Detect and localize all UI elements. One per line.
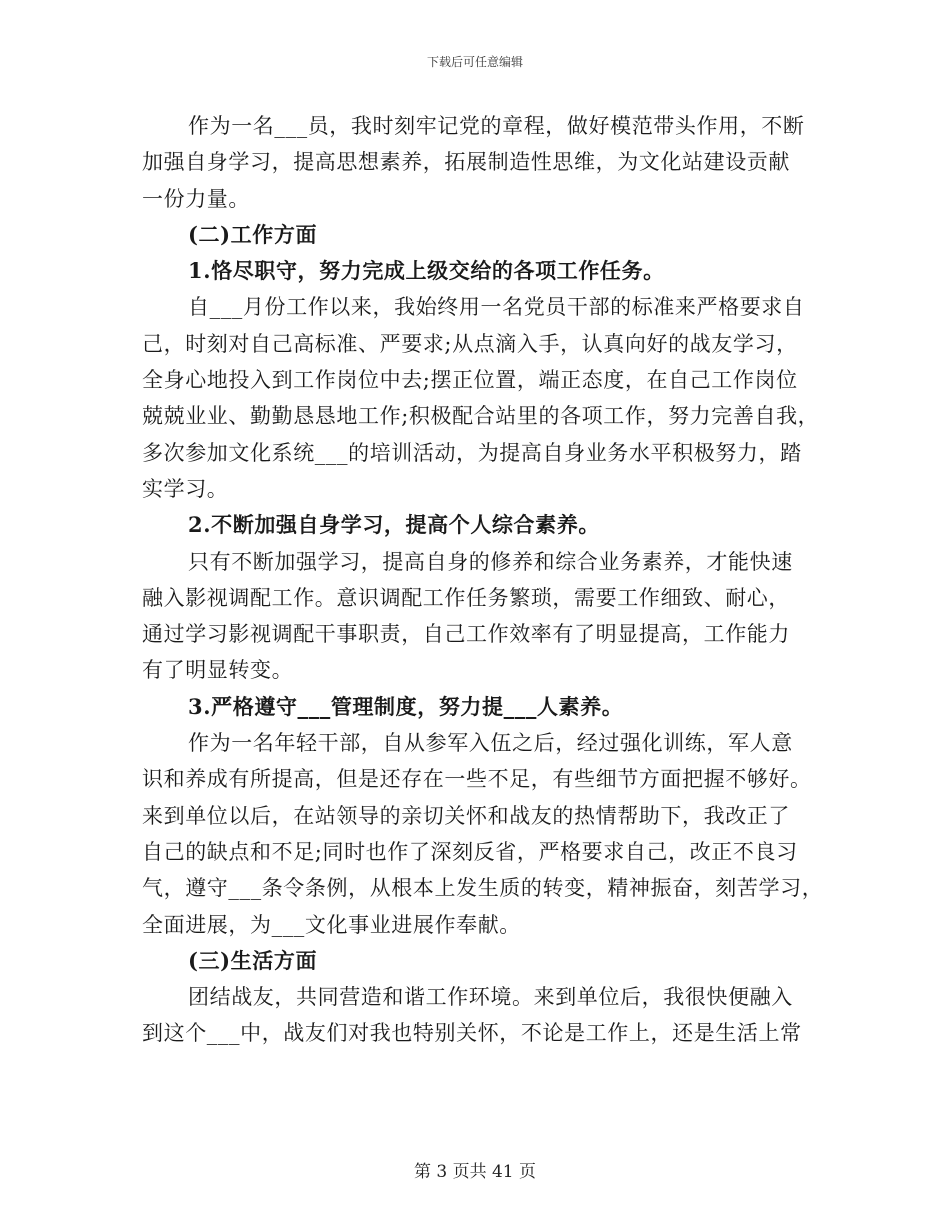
paragraph-line: 加强自身学习，提高思想素养，拓展制造性思维，为文化站建设贡献 bbox=[142, 150, 790, 175]
paragraph-line: 己，时刻对自己高标准、严要求;从点滴入手，认真向好的战友学习， bbox=[142, 331, 798, 356]
paragraph-line: 实学习。 bbox=[142, 476, 229, 501]
paragraph-line: 到这个___中，战友们对我也特别关怀，不论是工作上，还是生活上常 bbox=[142, 1021, 802, 1046]
section-heading: 3.严格遵守___管理制度，努力提___人素养。 bbox=[188, 693, 624, 719]
paragraph-line: 作为一名年轻干部，自从参军入伍之后，经过强化训练，军人意 bbox=[188, 731, 793, 756]
paragraph-line: 来到单位以后，在站领导的亲切关怀和战友的热情帮助下，我改正了 bbox=[142, 803, 790, 828]
page-footer: 第 3 页共 41 页 bbox=[413, 1162, 537, 1182]
paragraph-line: 气，遵守___条令条例，从根本上发生质的转变，精神振奋，刻苦学习， bbox=[142, 876, 824, 901]
section-heading: 2.不断加强自身学习，提高个人综合素养。 bbox=[188, 512, 600, 538]
page-header: 下载后可任意编辑 bbox=[426, 55, 523, 69]
paragraph-line: 全身心地投入到工作岗位中去;摆正位置，端正态度，在自己工作岗位 bbox=[142, 368, 798, 393]
paragraph-line: 兢兢业业、勤勤恳恳地工作;积极配合站里的各项工作，努力完善自我， bbox=[142, 404, 820, 429]
section-heading: (二)工作方面 bbox=[188, 221, 318, 247]
paragraph-line: 融入影视调配工作。意识调配工作任务繁琐，需要工作细致、耐心， bbox=[142, 585, 790, 610]
paragraph-line: 只有不断加强学习，提高自身的修养和综合业务素养，才能快速 bbox=[188, 549, 793, 574]
paragraph-line: 团结战友，共同营造和谐工作环境。来到单位后，我很快便融入 bbox=[188, 985, 793, 1010]
paragraph-line: 识和养成有所提高，但是还存在一些不足，有些细节方面把握不够好。 bbox=[142, 767, 812, 792]
paragraph-line: 全面进展，为___文化事业进展作奉献。 bbox=[142, 912, 521, 937]
paragraph-line: 作为一名___员，我时刻牢记党的章程，做好模范带头作用，不断 bbox=[188, 114, 805, 138]
section-heading: (三)生活方面 bbox=[188, 947, 318, 973]
paragraph-line: 多次参加文化系统___的培训活动，为提高自身业务水平积极努力，踏 bbox=[142, 440, 802, 465]
paragraph-line: 一份力量。 bbox=[142, 186, 250, 211]
paragraph-line: 自己的缺点和不足;同时也作了深刻反省，严格要求自己，改正不良习 bbox=[142, 839, 798, 864]
document-body bbox=[142, 108, 822, 1052]
paragraph-line: 自___月份工作以来，我始终用一名党员干部的标准来严格要求自 bbox=[188, 295, 805, 320]
paragraph-line: 有了明显转变。 bbox=[142, 658, 294, 683]
section-heading: 1.恪尽职守，努力完成上级交给的各项工作任务。 bbox=[188, 258, 665, 284]
paragraph-line: 通过学习影视调配干事职责，自己工作效率有了明显提高，工作能力 bbox=[142, 622, 790, 647]
